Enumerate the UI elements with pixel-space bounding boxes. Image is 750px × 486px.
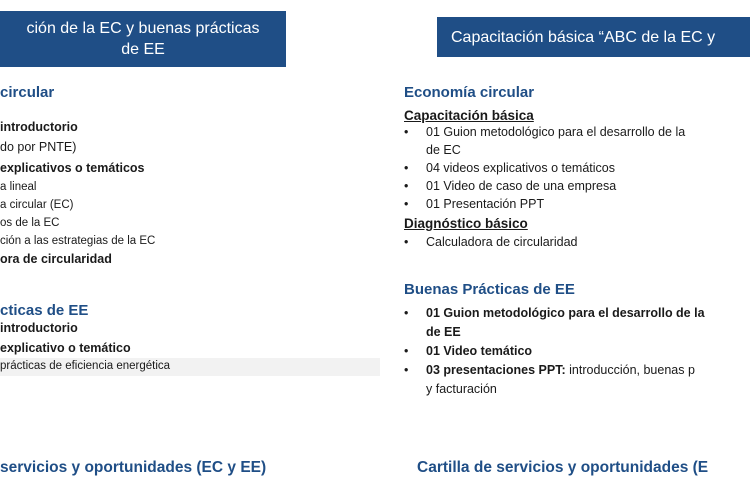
left-title-banner bbox=[0, 11, 286, 67]
right-section-circular-heading: Economía circular bbox=[404, 84, 535, 101]
left-subitem-estrategias: ción a las estrategias de la EC bbox=[0, 235, 156, 247]
left-item-videos: explicativos o temáticos bbox=[0, 161, 145, 175]
left-item-calculadora: ora de circularidad bbox=[0, 252, 112, 266]
bullet-icon: • bbox=[404, 344, 409, 358]
left-title-line-1: ción de la EC y buenas prácticas bbox=[26, 20, 260, 37]
right-item-videos: 04 videos explicativos o temáticos bbox=[426, 161, 615, 175]
bullet-icon: • bbox=[404, 179, 409, 193]
right-item-guion-cont: de EC bbox=[426, 143, 461, 157]
left-footer-heading: servicios y oportunidades (EC y EE) bbox=[0, 459, 267, 476]
bullet-icon: • bbox=[404, 161, 409, 175]
left-ee-item-video: explicativo o temático bbox=[0, 341, 131, 355]
left-ee-item-introductorio: introductorio bbox=[0, 321, 78, 335]
left-section-ee-heading: cticas de EE bbox=[0, 302, 89, 319]
bullet-icon: • bbox=[404, 125, 409, 139]
left-item-pnte: do por PNTE) bbox=[0, 140, 77, 154]
left-section-circular-heading: circular bbox=[0, 84, 55, 101]
left-subitem-lineal: a lineal bbox=[0, 181, 37, 193]
right-item-video-caso: 01 Video de caso de una empresa bbox=[426, 179, 617, 193]
right-section-ee-heading: Buenas Prácticas de EE bbox=[404, 281, 575, 298]
right-item-guion: 01 Guion metodológico para el desarrollo de la bbox=[426, 125, 686, 139]
right-subheading-diagnostico: Diagnóstico básico bbox=[404, 216, 528, 231]
right-ee-item-guion: 01 Guion metodológico para el desarrollo de la bbox=[426, 306, 705, 320]
right-ee-item-video: 01 Video temático bbox=[426, 344, 533, 358]
right-title-text: Capacitación básica “ABC de la EC y bbox=[451, 28, 716, 46]
right-ee-item-ppt-rest: introducción, buenas p bbox=[565, 363, 695, 377]
right-item-calculadora: Calculadora de circularidad bbox=[426, 235, 578, 249]
right-ee-item-ppt bbox=[426, 363, 695, 377]
right-subheading-capacitacion: Capacitación básica bbox=[404, 108, 534, 123]
right-title-banner bbox=[437, 17, 750, 57]
bullet-icon: • bbox=[404, 197, 409, 211]
right-footer-heading: Cartilla de servicios y oportunidades (E bbox=[417, 459, 709, 476]
left-item-introductorio: introductorio bbox=[0, 120, 78, 134]
right-ee-item-ppt-bold: 03 presentaciones PPT: bbox=[426, 363, 566, 377]
left-subitem-principios: os de la EC bbox=[0, 217, 60, 229]
right-ee-item-ppt-cont: y facturación bbox=[426, 382, 497, 396]
left-ee-item-practicas: prácticas de eficiencia energética bbox=[0, 360, 171, 372]
left-title-line-2: de EE bbox=[121, 41, 165, 58]
right-ee-item-guion-cont: de EE bbox=[426, 325, 461, 339]
bullet-icon: • bbox=[404, 306, 409, 320]
bullet-icon: • bbox=[404, 235, 409, 249]
bullet-icon: • bbox=[404, 363, 409, 377]
right-item-ppt: 01 Presentación PPT bbox=[426, 197, 545, 211]
left-subitem-circular: a circular (EC) bbox=[0, 199, 74, 211]
